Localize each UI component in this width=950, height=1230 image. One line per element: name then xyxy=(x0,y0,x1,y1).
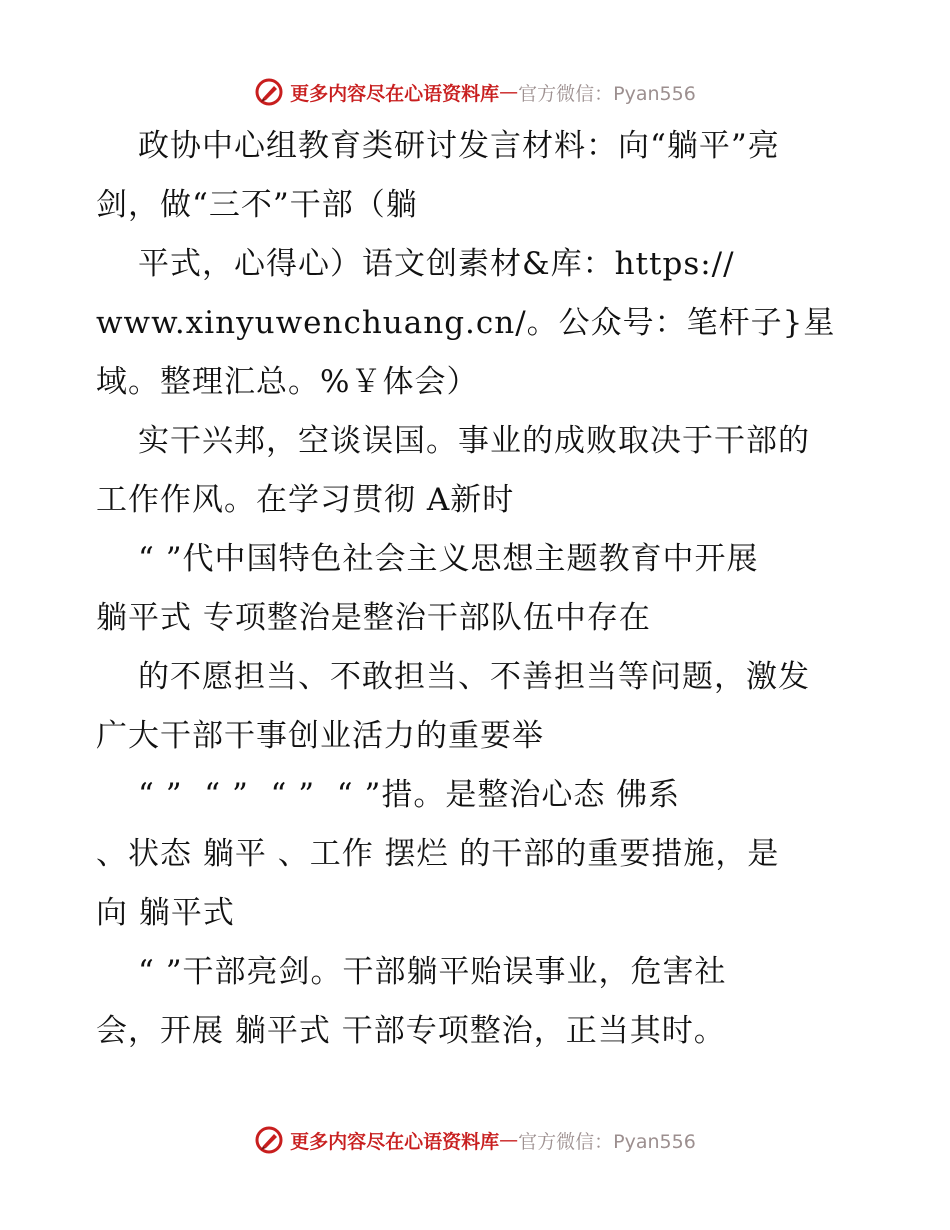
watermark-footer xyxy=(0,1120,950,1160)
text-line: 向 躺平式 xyxy=(96,895,235,931)
watermark-grey-text: 官方微信：Pyan556 xyxy=(518,82,696,105)
watermark-red-text: 更多内容尽在心语资料库 xyxy=(290,82,500,105)
text-line: 、状态 躺平 、工作 摆烂 的干部的重要措施，是 xyxy=(96,836,780,872)
text-line: 广大干部干事创业活力的重要举 xyxy=(96,718,544,754)
watermark-separator: — xyxy=(499,81,519,103)
text-line: 政协中心组教育类研讨发言材料：向“躺平”亮 xyxy=(138,128,780,164)
watermark-grey-text: 官方微信：Pyan556 xyxy=(518,1130,696,1153)
text-line: 域。整理汇总。%￥体会） xyxy=(96,364,479,400)
text-line: 的不愿担当、不敢担当、不善担当等问题，激发 xyxy=(138,659,810,695)
text-line: 实干兴邦，空谈误国。事业的成败取决于干部的 xyxy=(138,423,810,459)
watermark-separator: — xyxy=(499,1129,519,1151)
watermark-header xyxy=(0,72,950,112)
text-line: 躺平式 专项整治是整治干部队伍中存在 xyxy=(96,600,651,636)
text-line: 平式，心得心）语文创素材&库：https:// xyxy=(138,246,735,282)
text-line: www.xinyuwenchuang.cn/。公众号：笔杆子}星 xyxy=(96,305,836,341)
watermark-red-text: 更多内容尽在心语资料库 xyxy=(290,1130,500,1153)
document-body xyxy=(96,117,856,1061)
pen-logo-icon xyxy=(254,77,284,107)
text-line: “ ” “ ” “ ” “ ”措。是整治心态 佛系 xyxy=(138,777,681,813)
text-line: “ ”代中国特色社会主义思想主题教育中开展 xyxy=(138,541,759,577)
text-line: 会，开展 躺平式 干部专项整治，正当其时。 xyxy=(96,1013,726,1049)
pen-logo-icon xyxy=(254,1125,284,1155)
text-line: “ ”干部亮剑。干部躺平贻误事业，危害社 xyxy=(138,954,727,990)
text-line: 剑，做“三不”干部（躺 xyxy=(96,187,418,223)
text-line: 工作作风。在学习贯彻 A新时 xyxy=(96,482,515,518)
